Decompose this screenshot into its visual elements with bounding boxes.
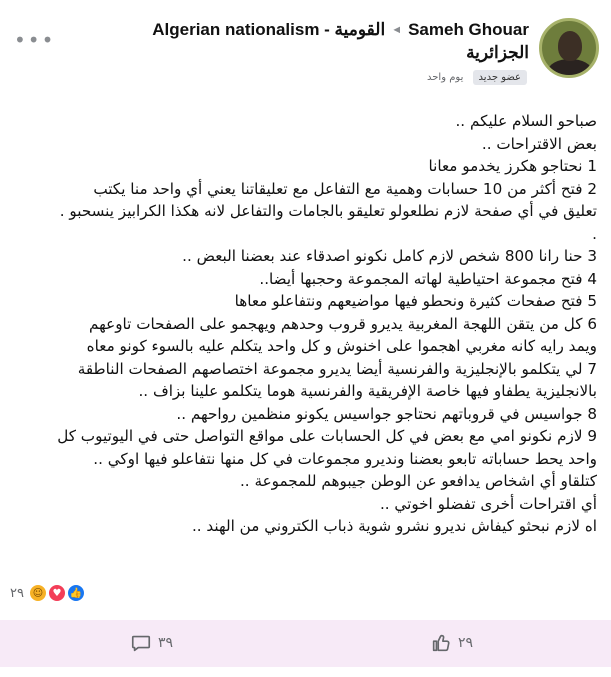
love-icon: ♥ — [48, 584, 66, 602]
like-button[interactable] — [430, 632, 473, 654]
post-line: اه لازم نبحثو كيفاش نديرو نشرو شوية ذباب الكتروني من الهند .. — [191, 517, 597, 535]
group-name[interactable]: Algerian nationalism - القومية — [152, 20, 386, 39]
post-line: 1 نحتاجو هكرز يخدمو معانا — [428, 157, 597, 175]
post-line: بعض الاقتراحات .. — [481, 134, 597, 153]
comment-button[interactable] — [130, 632, 173, 654]
post-line: أي اقتراحات أخرى تفضلو اخوتي .. — [379, 494, 597, 513]
post-line: بالانجليزية يطفاو فيها خاصة الإفريقية والفرنسية هوما يتكلمو علينا بزاف .. — [138, 382, 597, 400]
post-body — [12, 110, 597, 538]
author-name[interactable]: Sameh Ghouar — [408, 20, 529, 39]
post-line: . — [592, 224, 597, 243]
group-name-continued[interactable]: الجزائرية — [466, 43, 529, 62]
comment-bubble-icon — [130, 632, 152, 654]
post-line: كتلقاو أي اشخاص يدافعو عن الوطن جيبوهم للمجموعة .. — [239, 472, 597, 490]
post-title-line — [152, 20, 529, 40]
like-count: ٢٩ — [458, 635, 474, 651]
comment-count: ٣٩ — [158, 635, 174, 651]
avatar-shoulders — [548, 59, 592, 78]
post-meta — [427, 70, 527, 85]
avatar[interactable] — [539, 18, 599, 78]
post-line: تعليق في أي صفحة لازم نطلعولو تعليقو بالجامات والتفاعل لانه هكذا الكرابيز ينسحبو . — [59, 202, 597, 220]
action-bar — [0, 620, 611, 667]
post-line: 2 فتح أكثر من 10 حسابات وهمية مع التفاعل مع تعليقاتنا يعني أي واحد منا يكتب — [93, 179, 597, 198]
post-time[interactable]: يوم واحد — [427, 72, 464, 83]
post-line: واحد يحط حساباته تابعو بعضنا ونديرو مجموعات في كل منها نتفاعلو فيها اوكي .. — [93, 449, 597, 468]
post-line: صباحو السلام عليكم .. — [455, 112, 597, 130]
post-line: 6 كل من يتقن اللهجة المغربية يديرو قروب وحدهم ويهجمو على الصفحات تاوعهم — [89, 314, 597, 333]
post-line: ويمد رايه كانه مغربي اهجموا على اخنوش و كل واحد يتكلم عليه بالسوء كونو معاه — [86, 337, 597, 355]
care-emoji-icon: ☺ — [29, 584, 47, 602]
post-header — [39, 10, 599, 90]
post-line: 3 حنا رانا 800 شخص لازم كامل نكونو اصدقاء عند بعضنا البعض .. — [182, 247, 597, 265]
thumbs-up-icon — [430, 632, 452, 654]
reaction-count: ٢٩ — [10, 585, 24, 601]
post-line: 7 لي يتكلمو بالإنجليزية والفرنسية أيضا يديرو مجموعة اختصاصهم الصفحات الناطقة — [77, 359, 597, 378]
post-line: 5 فتح صفحات كثيرة ونحطو فيها مواضيعهم ونتفاعلو معاها — [234, 292, 597, 310]
post-line: 4 فتح مجموعة احتياطية لهاته المجموعة وحجبها أيضا.. — [259, 269, 597, 288]
member-badge: عضو جديد — [473, 70, 527, 85]
reaction-summary[interactable] — [10, 584, 85, 602]
avatar-face — [558, 31, 582, 61]
post-line: 8 جواسيس في قروباتهم نحتاجو جواسيس يكونو منظمين رواحهم .. — [176, 404, 597, 423]
arrow-left-icon: ◄ — [391, 24, 403, 36]
more-dots-icon[interactable]: ••• — [14, 28, 56, 52]
post-line: 9 لازم نكونو امي مع بعض في كل الحسابات على مواقع التواصل حتى في اليوتيوب كل — [57, 427, 597, 445]
like-icon: 👍 — [67, 584, 85, 602]
